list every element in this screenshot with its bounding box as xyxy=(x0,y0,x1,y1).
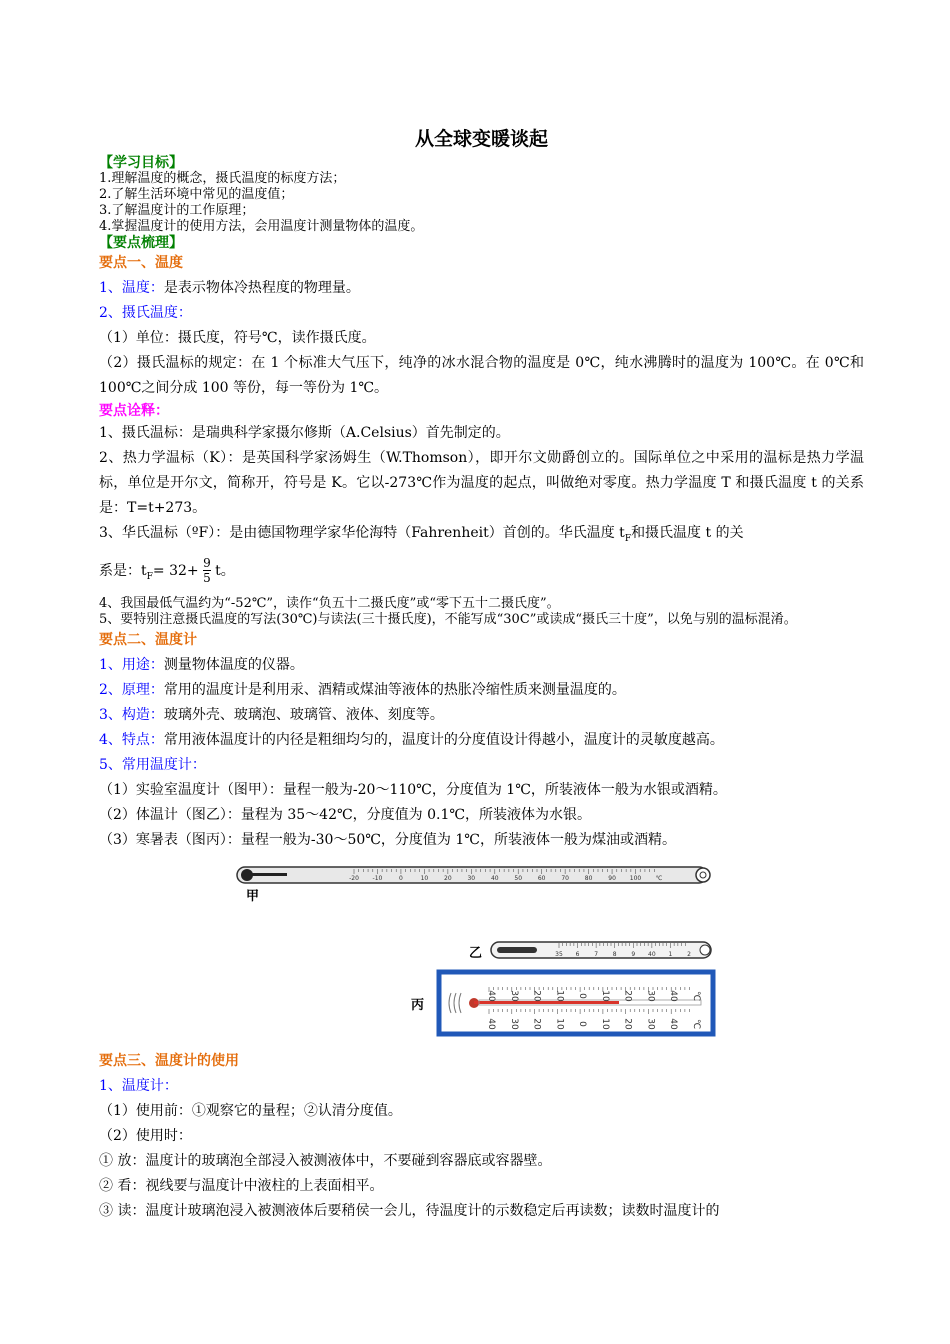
fraction-denominator: 5 xyxy=(203,571,211,586)
term-text: 常用液体温度计的内径是粗细均匀的，温度计的分度值设计得越小，温度计的灵敏度越高。 xyxy=(163,731,724,748)
tick-label: 6 xyxy=(575,950,580,958)
thermometer-illustration xyxy=(99,859,864,1039)
term-label: 1、温度计： xyxy=(99,1077,178,1094)
sub-item: （1）实验室温度计（图甲）：量程一般为-20～110℃，分度值为 1℃，所装液体一般为水银或酒精。 xyxy=(99,781,727,798)
sub-item: （3）寒暑表（图丙）：量程一般为-30～50℃，分度值为 1℃，所装液体一般为煤油或酒精。 xyxy=(99,831,676,848)
goal-item: 3.了解温度计的工作原理； xyxy=(99,203,255,218)
list-item xyxy=(99,703,864,728)
subscript: F xyxy=(146,571,153,582)
note-heading: 要点诠释： xyxy=(99,403,169,419)
thermometer-figure xyxy=(99,859,864,1039)
tick-label: 10 xyxy=(554,989,565,1002)
section-heading-1: 要点一、温度 xyxy=(99,255,183,271)
tick-label: 35 xyxy=(555,950,563,958)
tick-label: 10 xyxy=(420,874,429,882)
tick-label: 30 xyxy=(645,989,656,1002)
tick-label: 40 xyxy=(486,989,496,1002)
note-text: 系是：t xyxy=(99,562,147,579)
list-item xyxy=(99,653,864,678)
note-text: 3、华氏温标（ºF）：是由德国物理学家华伦海特（Fahrenheit）首创的。华氏温度 t xyxy=(99,525,625,541)
list-item xyxy=(99,753,864,778)
tick-label: 60 xyxy=(537,874,546,882)
tick-label: 30 xyxy=(467,874,476,882)
clinical-thermometer xyxy=(491,942,711,958)
note-item xyxy=(99,521,864,552)
section-heading-3: 要点三、温度计的使用 xyxy=(99,1052,239,1069)
tick-label: 40 xyxy=(668,1017,679,1030)
goal-item: 4.掌握温度计的使用方法，会用温度计测量物体的温度。 xyxy=(99,219,424,234)
note-text: 和摄氏温度 t 的关 xyxy=(631,525,744,541)
note-item: 2、热力学温标（K）：是英国科学家汤姆生（W.Thomson），即开尔文勋爵创立的。国际单位之中采用的温标是热力学温标，单位是开尔文，简称开，符号是 K。它以-273℃作为温度的起点，叫做绝对零度。热力学温度 T 和摄氏温度 t 的关系是：T=t+273。 xyxy=(99,450,864,516)
note-text: t。 xyxy=(215,562,235,579)
figure-label-bing: 丙 xyxy=(411,997,425,1013)
sub-item: ② 看：视线要与温度计中液柱的上表面相平。 xyxy=(99,1177,384,1194)
formula-line xyxy=(99,556,864,592)
term-label: 4、特点： xyxy=(99,731,164,748)
tick-label: 40 xyxy=(668,989,679,1002)
section-heading-2: 要点二、温度计 xyxy=(99,631,197,648)
sub-item: ① 放：温度计的玻璃泡全部浸入被测液体中，不要碰到容器底或容器壁。 xyxy=(99,1152,552,1169)
note-item: 4、我国最低气温约为“-52℃”，读作“负五十二摄氏度”或“零下五十二摄氏度”。 xyxy=(99,595,560,611)
figure-label-yi: 乙 xyxy=(469,945,483,961)
wall-thermometer xyxy=(439,972,713,1034)
tick-label: 50 xyxy=(514,874,523,882)
note-text: = 32+ xyxy=(152,562,199,579)
term-label: 3、构造： xyxy=(99,706,164,723)
tick-label: 70 xyxy=(561,874,569,882)
subscript: F xyxy=(624,533,632,544)
tick-label: 7 xyxy=(594,950,599,958)
term-label: 5、常用温度计： xyxy=(99,756,206,773)
tick-label: 40 xyxy=(648,950,656,958)
tick-label: 20 xyxy=(622,989,633,1002)
sub-item: （1）单位：摄氏度，符号℃，读作摄氏度。 xyxy=(99,330,376,346)
tick-label: 0 xyxy=(399,874,403,882)
tick-label: 8 xyxy=(612,950,617,958)
fraction-numerator: 9 xyxy=(203,556,211,571)
tick-label: 90 xyxy=(608,874,616,882)
sub-item: （2）摄氏温标的规定：在 1 个标准大气压下，纯净的冰水混合物的温度是 0℃，纯水沸腾时的温度为 100℃。在 0℃和 100℃之间分成 100 等份，每一等份为 1℃。 xyxy=(99,355,864,396)
tick-label: 10 xyxy=(599,1017,610,1030)
goal-item: 2.了解生活环境中常见的温度值； xyxy=(99,187,294,202)
figure-label-jia: 甲 xyxy=(246,888,260,904)
list-item xyxy=(99,678,864,703)
tick-label: 10 xyxy=(599,989,610,1002)
sub-item: （2）体温计（图乙）：量程为 35～42℃，分度值为 0.1℃，所装液体为水银。 xyxy=(99,806,592,823)
tick-label: ℃ xyxy=(655,874,663,882)
goals-header: 【学习目标】 xyxy=(99,155,183,171)
page-title: 从全球变暖谈起 xyxy=(414,128,548,150)
tick-label: 20 xyxy=(531,1017,542,1030)
tick-label: 9 xyxy=(631,950,636,958)
fraction xyxy=(203,556,211,585)
tick-label: 0 xyxy=(577,992,588,999)
term-label: 2、摄氏温度： xyxy=(99,305,192,321)
note-item: 1、摄氏温标：是瑞典科学家摄尔修斯（A.Celsius）首先制定的。 xyxy=(99,425,510,441)
tick-label: -10 xyxy=(372,874,383,882)
tick-label: ℃ xyxy=(691,990,701,1001)
list-item xyxy=(99,728,864,753)
term-text: 是表示物体冷热程度的物理量。 xyxy=(163,280,360,296)
tick-label: 20 xyxy=(444,874,452,882)
term-text: 测量物体温度的仪器。 xyxy=(163,656,304,673)
tick-label: 40 xyxy=(486,1017,496,1030)
tick-label: 30 xyxy=(508,989,519,1002)
term-label: 2、原理： xyxy=(99,681,164,698)
tick-label: ℃ xyxy=(691,1018,701,1029)
tick-label: 100 xyxy=(629,874,642,882)
sub-item: （1）使用前：①观察它的量程；②认清分度值。 xyxy=(99,1102,402,1119)
tick-label: 30 xyxy=(508,1017,519,1030)
lab-thermometer xyxy=(237,867,710,883)
term-label: 1、温度： xyxy=(99,280,164,296)
term-text: 常用的温度计是利用汞、酒精或煤油等液体的热胀冷缩性质来测量温度的。 xyxy=(163,681,626,698)
note-item: 5、要特别注意摄氏温度的写法(30℃)与读法(三十摄氏度)，不能写成“30C”或读成“摄氏三十度”，以免与别的温标混淆。 xyxy=(99,611,797,627)
tick-label: 1 xyxy=(668,950,673,958)
tick-label: 2 xyxy=(687,950,691,958)
tick-label: 10 xyxy=(554,1017,565,1030)
tick-label: -20 xyxy=(349,874,359,882)
term-text: 玻璃外壳、玻璃泡、玻璃管、液体、刻度等。 xyxy=(163,706,444,723)
term-label: 1、用途： xyxy=(99,656,164,673)
goal-item: 1.理解温度的概念，摄氏温度的标度方法； xyxy=(99,171,346,186)
tick-label: 80 xyxy=(584,874,593,882)
definition-line xyxy=(99,276,864,301)
summary-header: 【要点梳理】 xyxy=(99,235,183,251)
tick-label: 40 xyxy=(490,874,499,882)
tick-label: 0 xyxy=(577,1020,588,1027)
document-page xyxy=(99,124,864,1224)
tick-label: 20 xyxy=(622,1017,633,1030)
tick-label: 30 xyxy=(645,1017,656,1030)
sub-item: ③ 读：温度计玻璃泡浸入被测液体后要稍侯一会儿，待温度计的示数稳定后再读数；读数时温度计的 xyxy=(99,1202,720,1219)
tick-label: 20 xyxy=(531,989,542,1002)
sub-item: （2）使用时： xyxy=(99,1127,192,1144)
